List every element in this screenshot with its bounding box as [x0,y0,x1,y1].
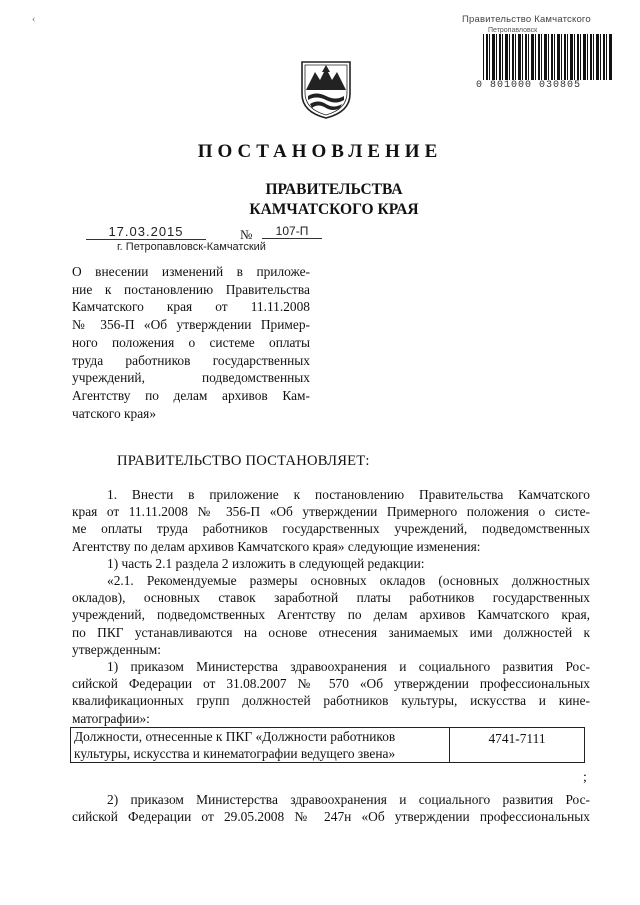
subject-line: О внесении изменений в приложе- [72,264,310,279]
table-cell-code: 4741-7111 [450,728,585,763]
document-city: г. Петропавловск-Камчатский [117,241,266,253]
body-line: 2) приказом Министерства здравоохранения и социального развития Рос- [107,792,590,807]
subject-line: учреждений, подведомственных [72,370,310,386]
body-line: края от 11.11.2008 № 356-П «Об утверждении Примерного положения о систе- [72,504,590,520]
subject-line: ние к постановлению Правительства [72,281,310,297]
subject-line: Агентству по делам архивов Кам- [72,387,310,403]
document-number: 107-П [262,224,322,239]
table-cell-line: Должности, отнесенные к ПКГ «Должности работников [74,729,396,744]
body-line: утвержденным: [72,641,161,657]
barcode-number: 0 801000 030805 [476,80,582,91]
decree-heading: ПРАВИТЕЛЬСТВО ПОСТАНОВЛЯЕТ: [117,453,370,469]
subject-line: № 356-П «Об утверждении Пример- [72,317,310,333]
number-label: № [240,227,253,242]
kamchatka-emblem-icon [296,58,356,120]
issuer-line-2: КАМЧАТСКОГО КРАЯ [249,201,419,218]
body-line: 1. Внести в приложение к постановлению Правительства Камчатского [107,487,590,502]
body-line: учреждений, подведомственных Агентству по делам архивов Камчатского края, [72,607,590,623]
body-line: ме оплаты труда работников государственных учреждений, подведомственных [72,521,590,537]
corner-mark: ‹ [32,14,36,25]
barcode-image [483,34,613,80]
body-line: сийской Федерации от 31.08.2007 № 570 «Об утверждении профессиональных [72,676,590,692]
body-text-continued [72,791,590,825]
body-line: матографии»: [72,710,150,726]
table-row [71,728,585,763]
body-line: 1) часть 2.1 раздела 2 изложить в следующей редакции: [107,555,425,571]
subject-line: ного положения о системе оплаты [72,334,310,350]
body-line: окладов), основных ставок заработной платы работников государственных [72,590,590,606]
subject-line: труда работников государственных [72,352,310,368]
subject-line: чатского края» [72,405,157,421]
issuer-line-1: ПРАВИТЕЛЬСТВА [265,181,403,198]
body-line: сийской Федерации от 29.05.2008 № 247н «Об утверждении профессиональных [72,809,590,825]
body-line: квалификационных групп должностей работников культуры, искусства и кине- [72,693,590,709]
issuer-block [0,180,640,220]
body-line: по ПКГ устанавливаются на основе отнесения занимаемых ими должностей к [72,624,590,640]
subject-line: Камчатского края от 11.11.2008 [72,299,310,315]
table-semicolon: ; [583,770,587,785]
document-title: ПОСТАНОВЛЕНИЕ [197,141,443,162]
body-line: Агентству по делам архивов Камчатского края» следующие изменения: [72,538,481,554]
registration-stamp-header: Правительство Камчатского [462,14,591,25]
body-line: 1) приказом Министерства здравоохранения и социального развития Рос- [107,659,590,675]
body-line: «2.1. Рекомендуемые размеры основных окладов (основных должностных [107,573,590,589]
subject-block [72,263,310,422]
table-cell-line: культуры, искусства и кинематографии ведущего звена» [74,746,396,761]
registration-stamp-sub: Петропавловск [488,27,538,34]
body-text [72,486,590,727]
pkg-table [70,727,585,763]
table-cell-position [71,728,450,763]
document-date: 17.03.2015 [86,224,206,240]
